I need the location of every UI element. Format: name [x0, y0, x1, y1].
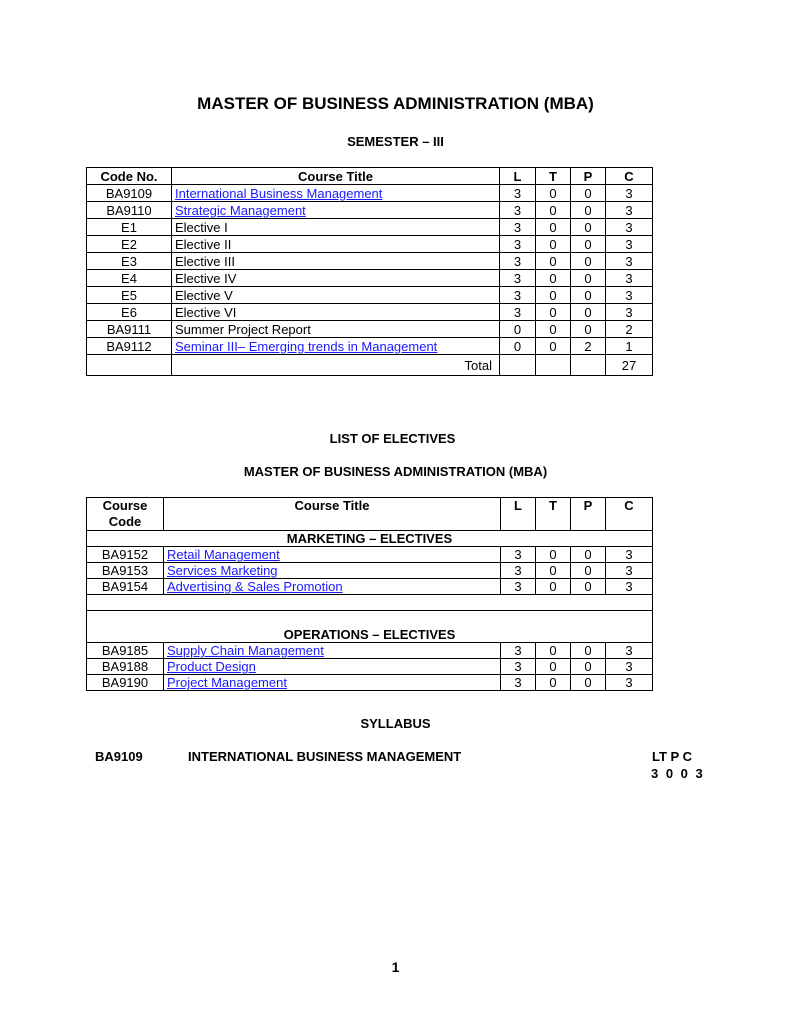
credit-l: 0	[500, 321, 536, 338]
table-row	[87, 675, 653, 691]
table-row	[87, 304, 653, 321]
course-code: BA9112	[87, 338, 172, 355]
header-course-code-line1: Course	[102, 498, 148, 513]
credit-t: 0	[536, 202, 571, 219]
course-code: E2	[87, 236, 172, 253]
course-title-link[interactable]: International Business Management	[175, 185, 383, 201]
syllabus-ltpc-values: 3 0 0 3	[651, 766, 705, 781]
course-title-cell	[172, 185, 500, 202]
table-row	[87, 253, 653, 270]
credit-c: 3	[606, 675, 653, 691]
header-c: C	[606, 168, 653, 185]
course-title-link[interactable]: Services Marketing	[167, 563, 278, 578]
course-code: BA9110	[87, 202, 172, 219]
course-title-cell	[164, 675, 501, 691]
credit-c: 3	[606, 579, 653, 595]
header-c: C	[606, 498, 653, 531]
credit-l: 3	[500, 236, 536, 253]
table-row	[87, 547, 653, 563]
table-row	[87, 219, 653, 236]
course-code: BA9185	[87, 643, 164, 659]
total-p-empty	[571, 355, 606, 376]
table-row	[87, 643, 653, 659]
credit-c: 3	[606, 563, 653, 579]
credit-c: 3	[606, 659, 653, 675]
document-title: MASTER OF BUSINESS ADMINISTRATION (MBA)	[197, 94, 594, 113]
header-course-code	[87, 498, 164, 531]
course-title-cell	[164, 643, 501, 659]
spacer-cell	[87, 595, 653, 611]
course-title: Elective II	[172, 236, 500, 253]
credit-p: 0	[571, 202, 606, 219]
header-course-code-line2: Code	[108, 514, 142, 529]
semester-heading: SEMESTER – III	[347, 134, 444, 149]
credit-p: 0	[571, 563, 606, 579]
syllabus-course-name: INTERNATIONAL BUSINESS MANAGEMENT	[188, 749, 462, 764]
header-course-title: Course Title	[172, 168, 500, 185]
credit-t: 0	[536, 304, 571, 321]
credit-l: 3	[500, 287, 536, 304]
total-row	[87, 355, 653, 376]
total-credits: 27	[606, 355, 653, 376]
course-title: Elective V	[172, 287, 500, 304]
credit-t: 0	[536, 321, 571, 338]
course-title-cell	[164, 659, 501, 675]
course-code: BA9190	[87, 675, 164, 691]
credit-l: 3	[501, 579, 536, 595]
credit-t: 0	[536, 338, 571, 355]
course-title-link[interactable]: Seminar III– Emerging trends in Management	[175, 338, 438, 354]
header-code: Code No.	[87, 168, 172, 185]
credit-l: 3	[500, 304, 536, 321]
table-row	[87, 321, 653, 338]
credit-t: 0	[536, 659, 571, 675]
table-header-row	[87, 498, 653, 531]
course-title-cell	[172, 338, 500, 355]
credit-c: 2	[606, 321, 653, 338]
course-title-cell	[164, 579, 501, 595]
credit-p: 0	[571, 270, 606, 287]
total-l-empty	[500, 355, 536, 376]
course-code: BA9154	[87, 579, 164, 595]
electives-program-title: MASTER OF BUSINESS ADMINISTRATION (MBA)	[243, 464, 548, 479]
electives-table	[86, 497, 653, 691]
electives-list-heading: LIST OF ELECTIVES	[329, 431, 456, 446]
header-p: P	[571, 168, 606, 185]
table-row	[87, 338, 653, 355]
course-code: BA9152	[87, 547, 164, 563]
credit-l: 3	[501, 547, 536, 563]
semester-course-table	[86, 167, 653, 376]
credit-p: 0	[571, 659, 606, 675]
credit-l: 3	[501, 659, 536, 675]
credit-l: 0	[500, 338, 536, 355]
credit-c: 3	[606, 270, 653, 287]
credit-t: 0	[536, 287, 571, 304]
credit-l: 3	[500, 185, 536, 202]
total-empty-cell	[87, 355, 172, 376]
credit-c: 1	[606, 338, 653, 355]
course-title: Elective III	[172, 253, 500, 270]
credit-t: 0	[536, 547, 571, 563]
credit-p: 0	[571, 219, 606, 236]
credit-p: 0	[571, 236, 606, 253]
credit-t: 0	[536, 185, 571, 202]
credit-p: 0	[571, 547, 606, 563]
table-row	[87, 270, 653, 287]
credit-c: 3	[606, 287, 653, 304]
course-title: Elective IV	[172, 270, 500, 287]
credit-p: 0	[571, 185, 606, 202]
table-row	[87, 185, 653, 202]
course-title-link[interactable]: Project Management	[167, 675, 287, 690]
course-code: E3	[87, 253, 172, 270]
credit-c: 3	[606, 253, 653, 270]
credit-p: 0	[571, 253, 606, 270]
header-t: T	[536, 498, 571, 531]
credit-l: 3	[501, 675, 536, 691]
credit-c: 3	[606, 219, 653, 236]
header-p: P	[571, 498, 606, 531]
table-row	[87, 659, 653, 675]
credit-t: 0	[536, 270, 571, 287]
course-title: Elective I	[172, 219, 500, 236]
credit-t: 0	[536, 643, 571, 659]
credit-t: 0	[536, 563, 571, 579]
operations-electives-heading: OPERATIONS – ELECTIVES	[87, 611, 653, 643]
course-title-cell	[164, 547, 501, 563]
spacer-row	[87, 595, 653, 611]
course-title-link[interactable]: Retail Management	[167, 547, 280, 562]
credit-p: 0	[571, 304, 606, 321]
credit-p: 0	[571, 675, 606, 691]
credit-p: 0	[571, 643, 606, 659]
credit-c: 3	[606, 547, 653, 563]
course-title: Elective VI	[172, 304, 500, 321]
course-code: BA9109	[87, 185, 172, 202]
credit-l: 3	[500, 270, 536, 287]
credit-l: 3	[500, 202, 536, 219]
course-title-cell	[172, 202, 500, 219]
total-t-empty	[536, 355, 571, 376]
syllabus-heading: SYLLABUS	[360, 716, 431, 731]
table-header-row	[87, 168, 653, 185]
credit-p: 0	[571, 321, 606, 338]
course-code: E4	[87, 270, 172, 287]
course-code: BA9111	[87, 321, 172, 338]
credit-l: 3	[500, 253, 536, 270]
credit-c: 3	[606, 304, 653, 321]
table-row	[87, 202, 653, 219]
course-title-link[interactable]: Product Design	[167, 659, 256, 674]
course-code: BA9153	[87, 563, 164, 579]
credit-t: 0	[536, 253, 571, 270]
credit-p: 0	[571, 579, 606, 595]
header-l: L	[500, 168, 536, 185]
course-title-link[interactable]: Advertising & Sales Promotion	[167, 579, 343, 594]
credit-t: 0	[536, 219, 571, 236]
credit-c: 3	[606, 643, 653, 659]
credit-l: 3	[500, 219, 536, 236]
header-course-title: Course Title	[164, 498, 501, 531]
syllabus-ltpc-label: LT P C	[652, 749, 692, 764]
course-code: E6	[87, 304, 172, 321]
table-row	[87, 236, 653, 253]
credit-c: 3	[606, 236, 653, 253]
course-title-cell	[164, 563, 501, 579]
section-row-marketing	[87, 531, 653, 547]
page-number: 1	[391, 959, 400, 975]
header-l: L	[501, 498, 536, 531]
credit-p: 0	[571, 287, 606, 304]
credit-l: 3	[501, 563, 536, 579]
course-code: E5	[87, 287, 172, 304]
credit-t: 0	[536, 579, 571, 595]
course-code: E1	[87, 219, 172, 236]
total-label: Total	[172, 355, 500, 376]
section-row-operations	[87, 611, 653, 643]
credit-l: 3	[501, 643, 536, 659]
credit-c: 3	[606, 202, 653, 219]
credit-t: 0	[536, 236, 571, 253]
credit-p: 2	[571, 338, 606, 355]
table-row	[87, 579, 653, 595]
credit-t: 0	[536, 675, 571, 691]
credit-c: 3	[606, 185, 653, 202]
course-title: Summer Project Report	[172, 321, 500, 338]
header-t: T	[536, 168, 571, 185]
syllabus-course-code: BA9109	[95, 749, 143, 764]
table-row	[87, 563, 653, 579]
course-code: BA9188	[87, 659, 164, 675]
course-title-link[interactable]: Supply Chain Management	[167, 643, 324, 658]
table-row	[87, 287, 653, 304]
course-title-link[interactable]: Strategic Management	[175, 202, 306, 218]
marketing-electives-heading: MARKETING – ELECTIVES	[87, 531, 653, 547]
